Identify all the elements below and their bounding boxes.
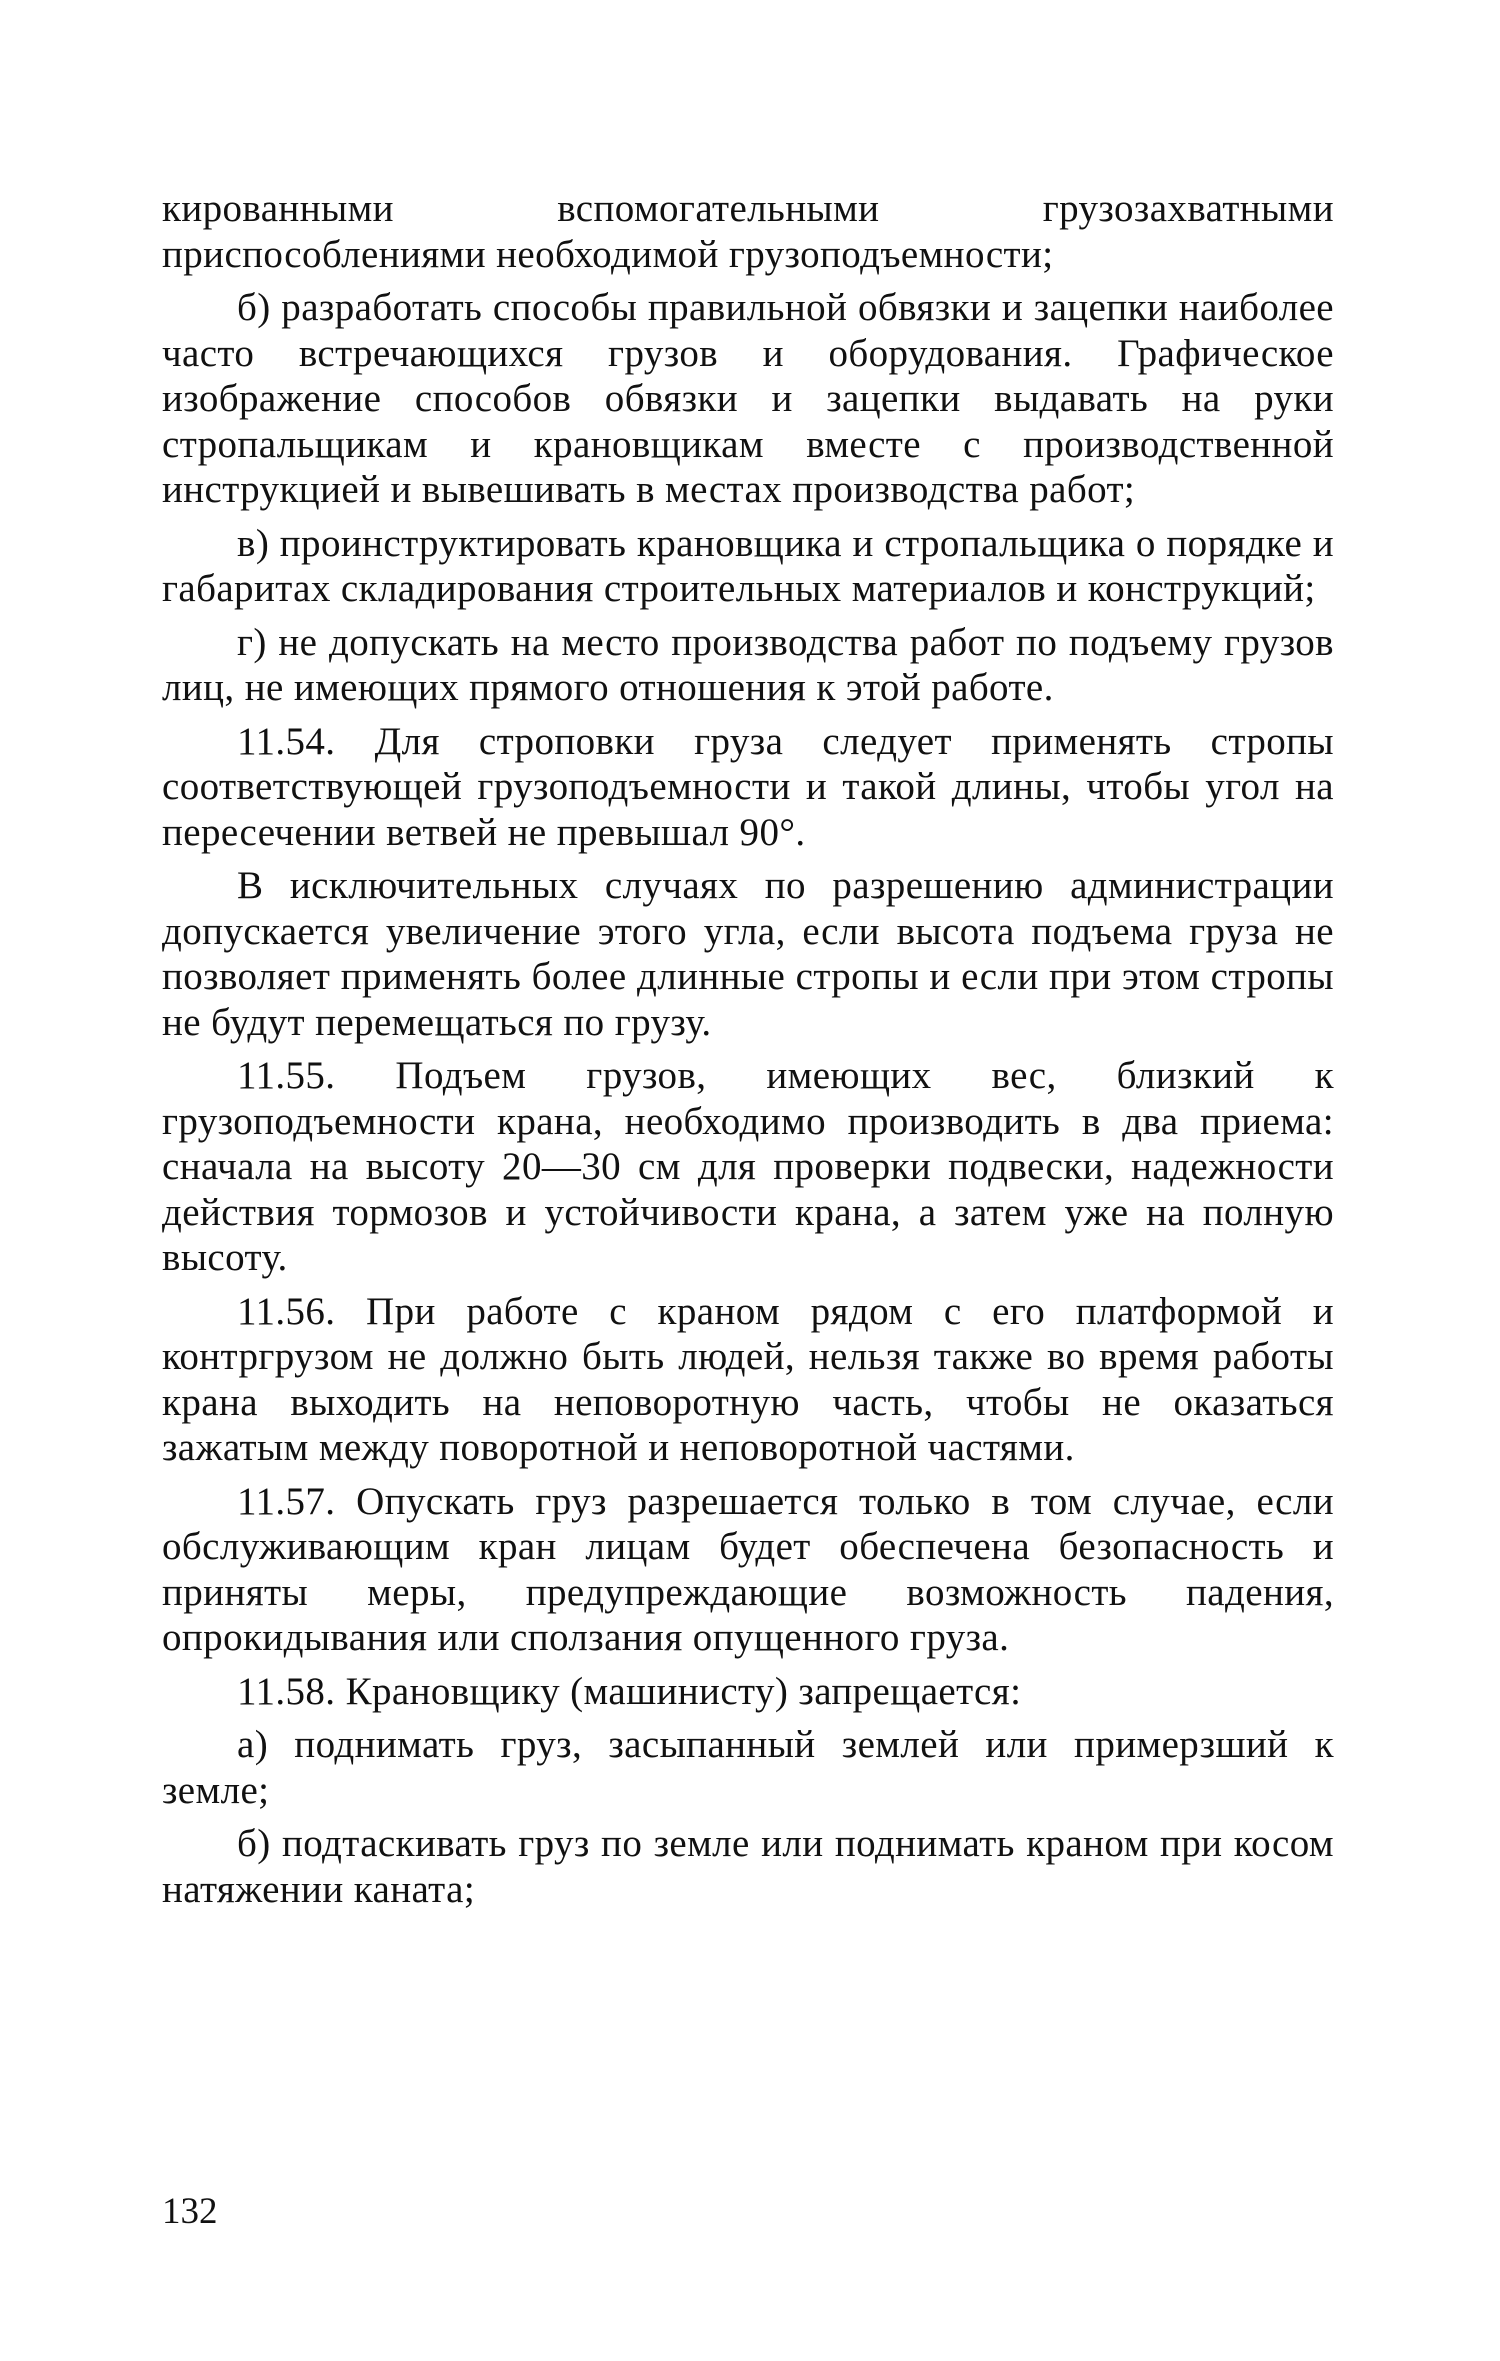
paragraph-11-55: 11.55. Подъем грузов, имеющих вес, близкий к грузоподъемности крана, необходимо производить в два приема: сначала на высоту 20—30 см для проверки подвески, надежности действия тормозов и устойчивости крана, а затем уже на полную высоту. bbox=[162, 1054, 1334, 1279]
paragraph-11-54: 11.54. Для строповки груза следует применять стропы соответствующей грузоподъемности и такой длины, чтобы угол на пересечении ветвей не превышал 90°. bbox=[162, 719, 1334, 854]
paragraph-11-57: 11.57. Опускать груз разрешается только в том случае, если обслуживающим кран лицам будет обеспечена безопасность и приняты меры, предупреждающие возможность падения, опрокидывания или сползания опущенного груза. bbox=[162, 1479, 1334, 1659]
paragraph-item-g: г) не допускать на место производства работ по подъему грузов лиц, не имеющих прямого отношения к этой работе. bbox=[162, 620, 1334, 709]
paragraph-item-a: а) поднимать груз, засыпанный землей или примерзший к земле; bbox=[162, 1723, 1334, 1812]
paragraph-item-v: в) проинструктировать крановщика и стропальщика о порядке и габаритах складирования строительных материалов и конструкций; bbox=[162, 521, 1334, 610]
paragraph-continuation: кированными вспомогательными грузозахватными приспособлениями необходимой грузоподъемности; bbox=[162, 187, 1334, 276]
body-text bbox=[162, 186, 1334, 1920]
paragraph-exception: В исключительных случаях по разрешению администрации допускается увеличение этого угла, если высота подъема груза не позволяет применять более длинные стропы и если при этом стропы не будут перемещаться по грузу. bbox=[162, 864, 1334, 1044]
paragraph-11-56: 11.56. При работе с краном рядом с его платформой и контргрузом не должно быть людей, нельзя также во время работы крана выходить на неповоротную часть, чтобы не оказаться зажатым между поворотной и неповоротной частями. bbox=[162, 1289, 1334, 1469]
paragraph-item-b2: б) подтаскивать груз по земле или поднимать краном при косом натяжении каната; bbox=[162, 1822, 1334, 1911]
page-number: 132 bbox=[162, 2191, 218, 2232]
paragraph-11-58: 11.58. Крановщику (машинисту) запрещается: bbox=[237, 1669, 1022, 1713]
paragraph-item-b: б) разработать способы правильной обвязки и зацепки наиболее часто встречающихся грузов и оборудования. Графическое изображение способов обвязки и зацепки выдавать на руки стропальщикам и крановщикам вместе с производственной инструкцией и вывешивать в местах производства работ; bbox=[162, 286, 1334, 511]
